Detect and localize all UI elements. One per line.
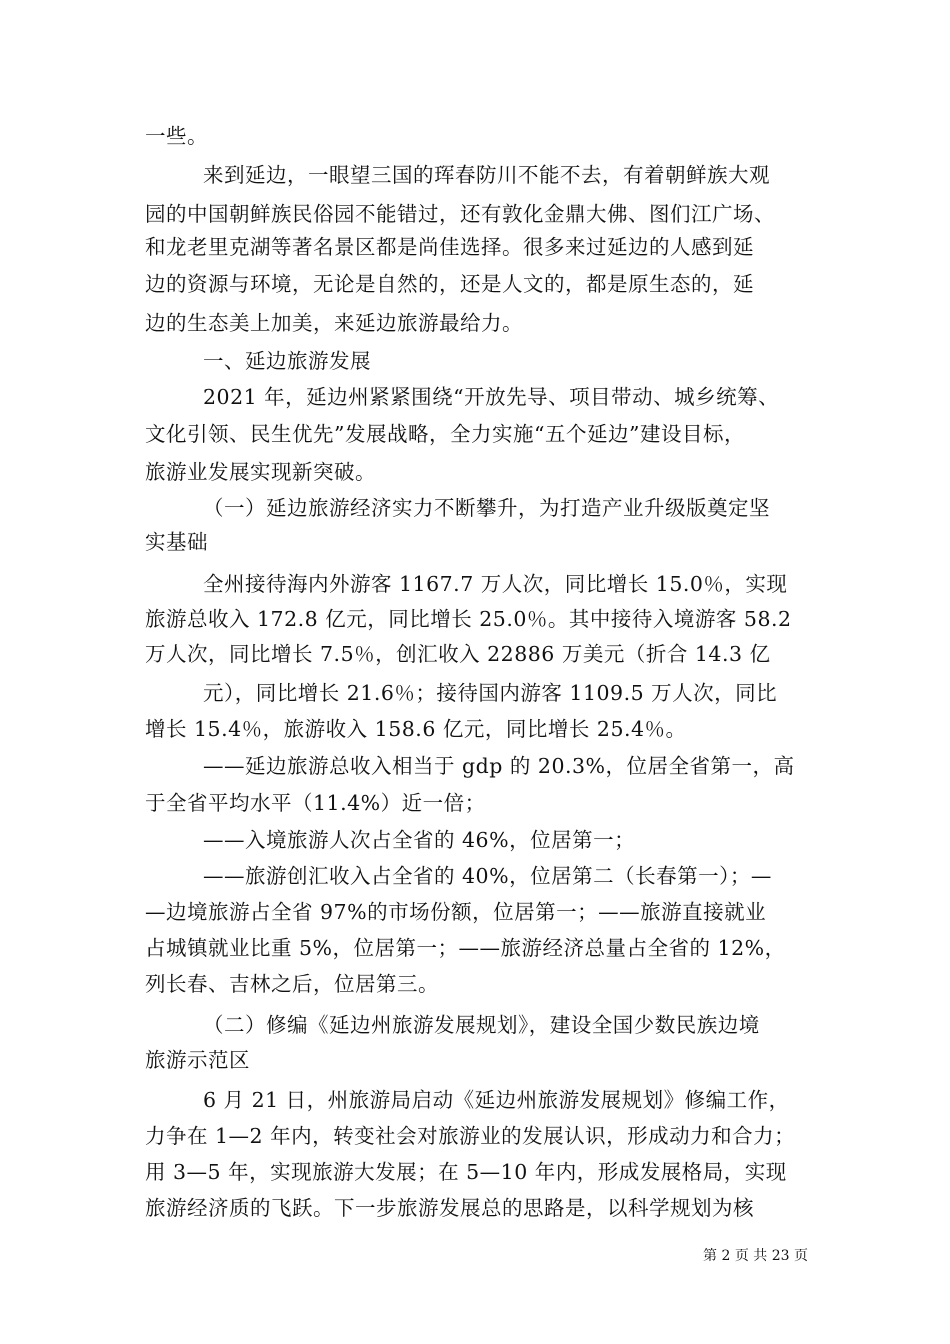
text-line: ——延边旅游总收入相当于 gdp 的 20.3%，位居全省第一，高 — [203, 754, 795, 778]
subsection-heading: （一）延边旅游经济实力不断攀升，为打造产业升级版奠定坚 — [203, 496, 770, 520]
text-line: 用 3—5 年，实现旅游大发展；在 5—10 年内，形成发展格局，实现 — [145, 1160, 787, 1184]
text-line: 力争在 1—2 年内，转变社会对旅游业的发展认识，形成动力和合力； — [145, 1124, 796, 1148]
text-line: 和龙老里克湖等著名景区都是尚佳选择。很多来过延边的人感到延 — [145, 235, 754, 259]
text-line: 来到延边，一眼望三国的珲春防川不能不去，有着朝鲜族大观 — [203, 163, 770, 187]
section-heading: 一、延边旅游发展 — [203, 349, 371, 373]
text-line: —边境旅游占全省 97%的市场份额，位居第一；——旅游直接就业 — [145, 900, 767, 924]
text-line: 旅游经济质的飞跃。下一步旅游发展总的思路是，以科学规划为核 — [145, 1196, 754, 1220]
text-line: ——旅游创汇收入占全省的 40%，位居第二（长春第一）；— — [203, 864, 772, 888]
text-line: 边的生态美上加美，来延边旅游最给力。 — [145, 311, 523, 335]
subsection-heading: （二）修编《延边州旅游发展规划》，建设全国少数民族边境 — [203, 1013, 760, 1037]
text-line: 2021 年，延边州紧紧围绕“开放先导、项目带动、城乡统筹、 — [203, 385, 780, 409]
text-line: 增长 15.4％，旅游收入 158.6 亿元，同比增长 25.4％。 — [145, 717, 687, 741]
page-number: 第 2 页 共 23 页 — [703, 1248, 808, 1264]
text-line: 全州接待海内外游客 1167.7 万人次，同比增长 15.0％，实现 — [203, 572, 788, 596]
text-line: 列长春、吉林之后，位居第三。 — [145, 972, 439, 996]
subsection-heading: 实基础 — [145, 530, 208, 554]
text-line: 万人次，同比增长 7.5％，创汇收入 22886 万美元（折合 14.3 亿 — [145, 642, 771, 666]
text-line: 文化引领、民生优先”发展战略，全力实施“五个延边”建设目标， — [145, 422, 745, 446]
text-line: 边的资源与环境，无论是自然的，还是人文的，都是原生态的，延 — [145, 272, 754, 296]
subsection-heading: 旅游示范区 — [145, 1048, 250, 1072]
text-line: ——入境旅游人次占全省的 46%，位居第一； — [203, 828, 636, 852]
text-line: 占城镇就业比重 5%，位居第一；——旅游经济总量占全省的 12%， — [145, 936, 786, 960]
text-line: 一些。 — [145, 124, 208, 148]
text-line: 旅游业发展实现新突破。 — [145, 460, 376, 484]
text-line: 旅游总收入 172.8 亿元，同比增长 25.0％。其中接待入境游客 58.2 — [145, 607, 792, 631]
text-line: 6 月 21 日，州旅游局启动《延边州旅游发展规划》修编工作， — [203, 1088, 790, 1112]
text-line: 于全省平均水平（11.4%）近一倍； — [145, 791, 486, 815]
text-line: 元），同比增长 21.6％；接待国内游客 1109.5 万人次，同比 — [203, 681, 778, 705]
text-line: 园的中国朝鲜族民俗园不能错过，还有敦化金鼎大佛、图们江广场、 — [145, 202, 775, 226]
